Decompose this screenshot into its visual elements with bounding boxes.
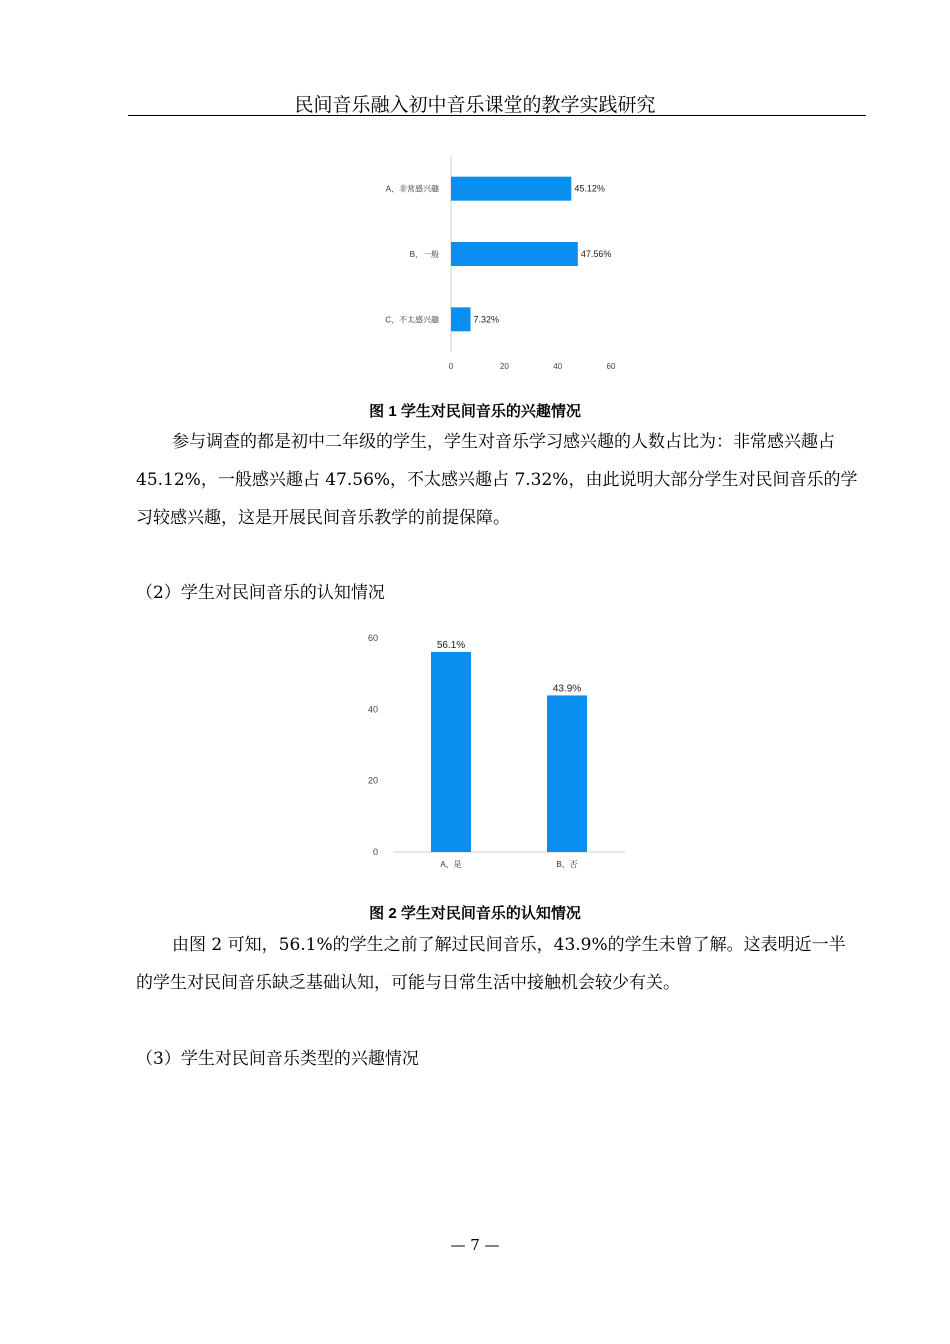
paragraph-1: 参与调查的都是初中二年级的学生，学生对音乐学习感兴趣的人数占比为：非常感兴趣占 45.12%，一般感兴趣占 47.56%，不太感兴趣占 7.32%，由此说明大部分学生对民间音乐的学习较感兴趣，这是开展民间音乐教学的前提保障。 <box>136 432 858 528</box>
header-rule <box>128 115 866 116</box>
running-header: 民间音乐融入初中音乐课堂的教学实践研究 <box>294 94 656 116</box>
bar <box>451 177 571 201</box>
x-tick-label: 20 <box>499 362 509 371</box>
bar <box>547 695 587 852</box>
category-label: C、不太感兴趣 <box>385 315 439 325</box>
data-label: 45.12% <box>574 183 605 194</box>
bar <box>451 242 578 266</box>
figure2-chart <box>360 628 635 873</box>
section-3-heading: （3）学生对民间音乐类型的兴趣情况 <box>136 1049 419 1069</box>
data-label: 47.56% <box>580 249 612 259</box>
x-tick-label: 60 <box>606 362 616 371</box>
category-label: B、否 <box>556 860 578 869</box>
x-tick-label: 40 <box>553 362 563 371</box>
paragraph-2: 由图 2 可知，56.1%的学生之前了解过民间音乐，43.9%的学生未曾了解。这表明近一半的学生对民间音乐缺乏基础认知，可能与日常生活中接触机会较少有关。 <box>136 935 846 993</box>
x-tick-label: 0 <box>448 362 454 371</box>
bar <box>431 652 471 852</box>
y-tick-label: 60 <box>367 633 378 643</box>
y-tick-label: 0 <box>372 847 378 857</box>
bar <box>451 307 471 331</box>
data-label: 56.1% <box>436 639 466 651</box>
section-2-heading: （2）学生对民间音乐的认知情况 <box>136 583 385 603</box>
data-label: 43.9% <box>552 683 582 695</box>
category-label: A、是 <box>440 860 462 869</box>
y-tick-label: 20 <box>367 775 378 786</box>
data-label: 7.32% <box>473 314 500 325</box>
category-label: B、一般 <box>409 250 439 259</box>
page-number: — 7 — <box>450 1236 500 1254</box>
figure2-caption: 图 2 学生对民间音乐的认知情况 <box>369 905 581 922</box>
category-label: A、非常感兴趣 <box>385 184 439 194</box>
figure1-chart <box>370 150 630 375</box>
y-tick-label: 40 <box>367 704 378 715</box>
figure1-caption: 图 1 学生对民间音乐的兴趣情况 <box>369 403 581 420</box>
